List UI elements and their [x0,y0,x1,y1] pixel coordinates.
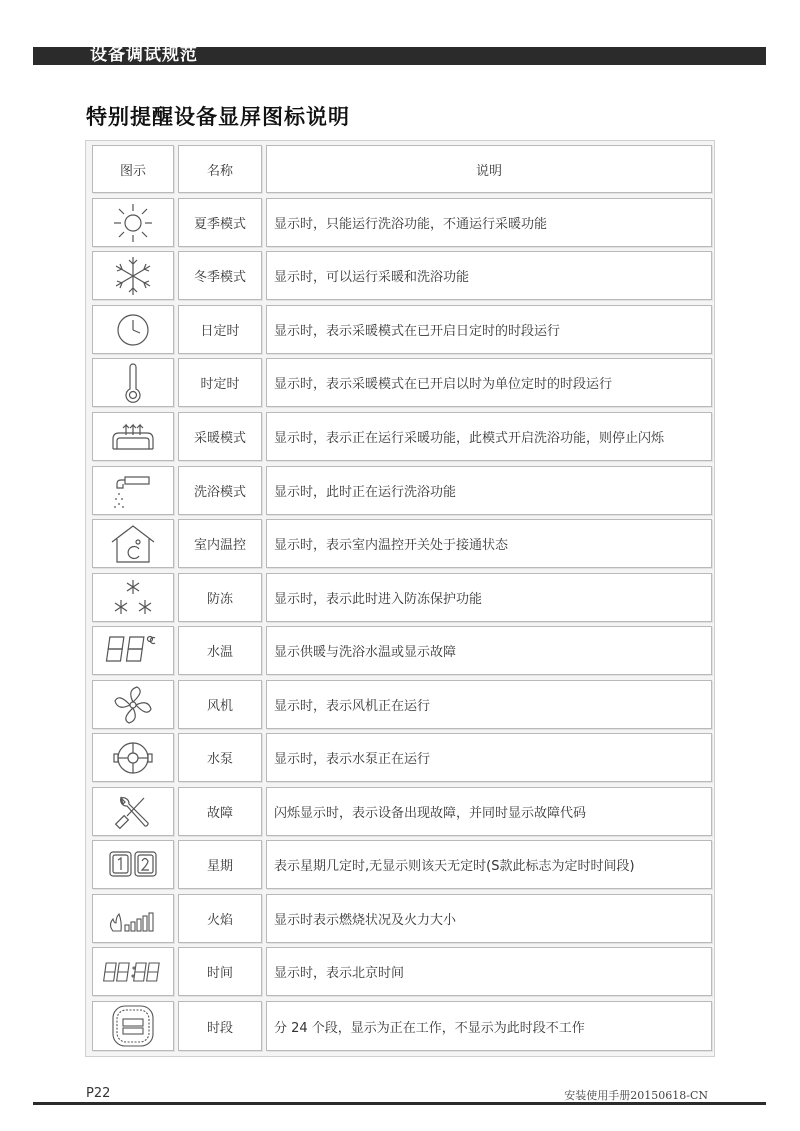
row-description: 显示时，表示水泵正在运行 [266,733,712,782]
row-description: 显示时，表示采暖模式在已开启日定时的时段运行 [266,305,712,354]
row-name: 水温 [178,626,262,675]
sun-icon [111,201,155,245]
radiator-icon [108,415,158,459]
row-description: 显示时，只能运行洗浴功能，不通运行采暖功能 [266,198,712,247]
column-header-desc: 说明 [266,145,712,193]
row-description: 显示时，可以运行采暖和洗浴功能 [266,251,712,300]
row-name: 洗浴模式 [178,466,262,515]
antifreeze-icon [108,576,158,620]
water-temp-digits-icon [105,629,161,673]
row-name: 星期 [178,840,262,889]
page-title: 特别提醒设备显屏图标说明 [86,104,350,129]
house-temperature-icon [108,522,158,566]
table-row [86,573,714,622]
row-description: 显示时，表示此时进入防冻保护功能 [266,573,712,622]
row-name: 火焰 [178,894,262,943]
row-name: 故障 [178,787,262,836]
week-days-icon [105,843,161,887]
row-description: 显示时表示燃烧状况及火力大小 [266,894,712,943]
table-row [86,840,714,889]
row-description: 显示时，表示风机正在运行 [266,680,712,729]
row-description: 显示时，表示正在运行采暖功能，此模式开启洗浴功能，则停止闪烁 [266,412,712,461]
table-row [86,733,714,782]
table-row [86,519,714,568]
snowflake-icon [111,254,155,298]
faucet-icon [111,469,155,513]
row-name: 时定时 [178,358,262,407]
row-description: 表示星期几定时,无显示则该天无定时(S款此标志为定时时间段) [266,840,712,889]
table-row [86,466,714,515]
row-description: 闪烁显示时，表示设备出现故障，并同时显示故障代码 [266,787,712,836]
row-description: 显示时，表示室内温控开关处于接通状态 [266,519,712,568]
row-description: 显示时，此时正在运行洗浴功能 [266,466,712,515]
clock-icon [111,308,155,352]
row-name: 冬季模式 [178,251,262,300]
table-row [86,251,714,300]
fan-icon [111,683,155,727]
table-row [86,358,714,407]
row-name: 防冻 [178,573,262,622]
table-header-row [86,145,714,193]
table-row [86,787,714,836]
row-name: 水泵 [178,733,262,782]
manual-code: 安装使用手册20150618-CN [564,1089,708,1102]
table-row [86,947,714,996]
time-segment-dial-icon [108,1003,158,1049]
page-number: P22 [86,1086,111,1101]
icon-table [85,140,715,1057]
row-description: 显示时，表示采暖模式在已开启以时为单位定时的时段运行 [266,358,712,407]
row-name: 夏季模式 [178,198,262,247]
row-description: 显示供暖与洗浴水温或显示故障 [266,626,712,675]
table-row [86,198,714,247]
row-name: 时间 [178,947,262,996]
column-header-icon: 图示 [92,145,174,193]
row-name: 时段 [178,1001,262,1051]
table-row [86,412,714,461]
table-row [86,305,714,354]
row-name: 室内温控 [178,519,262,568]
pump-icon [111,736,155,780]
row-name: 风机 [178,680,262,729]
table-row [86,1001,714,1051]
column-header-name: 名称 [178,145,262,193]
row-name: 日定时 [178,305,262,354]
thermometer-icon [111,361,155,405]
section-title: 设备调试规范 [90,45,198,65]
table-row [86,626,714,675]
flame-level-icon [105,897,161,941]
table-row [86,680,714,729]
footer-bar [33,1102,766,1105]
row-description: 显示时，表示北京时间 [266,947,712,996]
row-name: 采暖模式 [178,412,262,461]
time-digits-icon [100,950,166,994]
table-row [86,894,714,943]
row-description: 分 24 个段，显示为正在工作，不显示为此时段不工作 [266,1001,712,1051]
wrench-screwdriver-icon [111,790,155,834]
